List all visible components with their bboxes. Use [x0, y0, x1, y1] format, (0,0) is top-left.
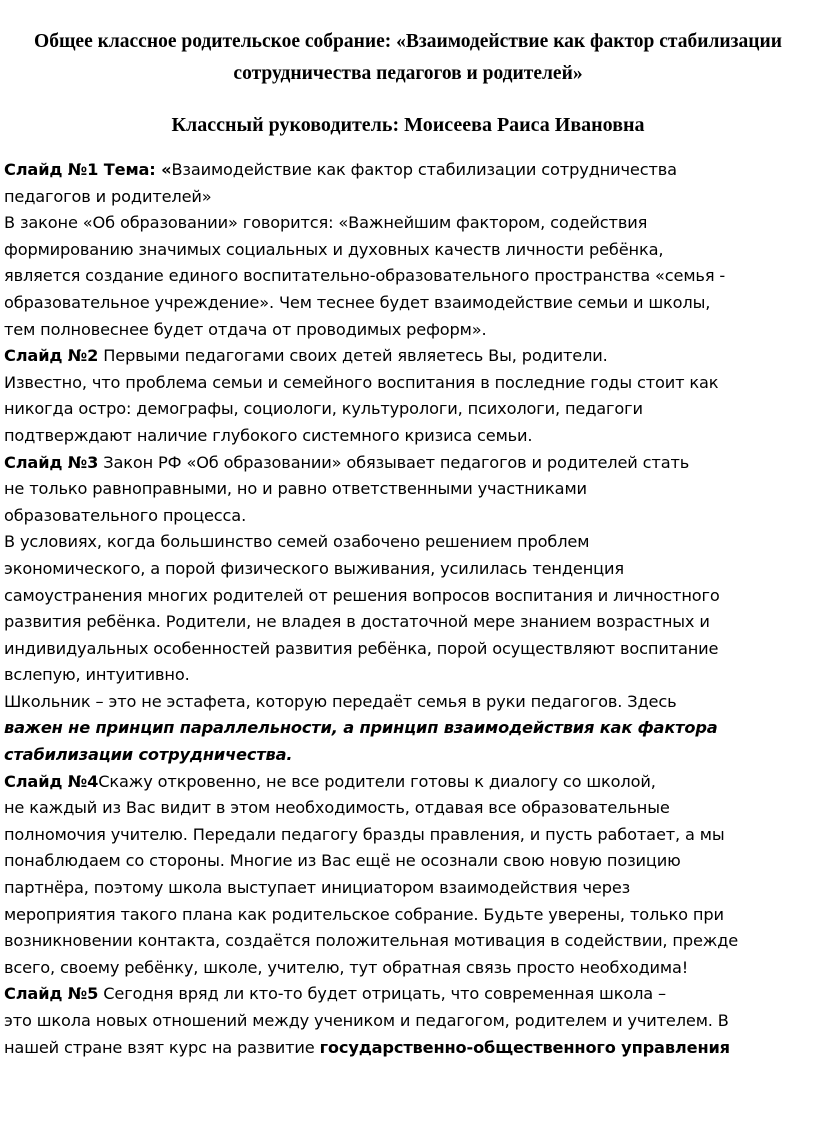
text-run: В условиях, когда большинство семей озабочено решением проблем: [4, 532, 590, 552]
text-run: подтверждают наличие глубокого системного кризиса семьи.: [4, 425, 533, 445]
text-line: [4, 184, 814, 211]
emphasis-run: стабилизации сотрудничества.: [4, 745, 293, 765]
text-run: Закон РФ «Об образовании» обязывает педагогов и родителей стать: [98, 452, 690, 472]
text-run: тем полновеснее будет отдача от проводимых реформ».: [4, 319, 487, 339]
teacher-line: Классный руководитель: Моисеева Раиса Ивановна: [171, 114, 645, 136]
text-line: [4, 396, 814, 423]
text-line: [4, 290, 814, 317]
text-run: понаблюдаем со стороны. Многие из Вас ещё не осознали свою новую позицию: [4, 851, 681, 871]
bold-run: Слайд №4: [4, 771, 99, 791]
text-run: Первыми педагогами своих детей являетесь Вы, родители.: [98, 346, 608, 366]
text-line: [4, 1035, 814, 1062]
text-line: [4, 556, 814, 583]
text-line: [4, 848, 814, 875]
text-line: [4, 769, 814, 796]
text-run: партнёра, поэтому школа выступает инициатором взаимодействия через: [4, 878, 631, 898]
text-run: индивидуальных особенностей развития ребёнка, порой осуществляют воспитание: [4, 638, 719, 658]
text-line: [4, 529, 814, 556]
emphasis-run: важен не принцип параллельности, а принцип взаимодействия как фактора: [4, 718, 718, 738]
text-run: Скажу откровенно, не все родители готовы к диалогу со школой,: [98, 771, 656, 791]
text-line: [4, 609, 814, 636]
text-run: Известно, что проблема семьи и семейного воспитания в последние годы стоит как: [4, 372, 719, 392]
text-run: возникновении контакта, создаётся положительная мотивация в содействии, прежде: [4, 931, 739, 951]
text-line: [4, 583, 814, 610]
text-run: Сегодня вряд ли кто-то будет отрицать, что современная школа –: [98, 984, 666, 1004]
text-line: [4, 902, 814, 929]
text-run: не только равноправными, но и равно ответственными участниками: [4, 479, 587, 499]
text-line: [4, 822, 814, 849]
text-line: [4, 928, 814, 955]
text-run: образовательного процесса.: [4, 505, 247, 525]
bold-run: Слайд №5: [4, 984, 99, 1004]
text-line: [4, 636, 814, 663]
text-line: [4, 1008, 814, 1035]
bold-run: Слайд №1 Тема: «: [4, 160, 172, 179]
text-run: образовательное учреждение». Чем теснее будет взаимодействие семьи и школы,: [4, 292, 711, 312]
text-line: [4, 343, 814, 370]
text-run: нашей стране взят курс на развитие: [4, 1037, 320, 1057]
text-run: не каждый из Вас видит в этом необходимость, отдавая все образовательные: [4, 798, 670, 818]
text-run: развития ребёнка. Родители, не владея в достаточной мере знанием возрастных и: [4, 612, 710, 632]
text-line: [4, 423, 814, 450]
text-run: формированию значимых социальных и духовных качеств личности ребёнка,: [4, 239, 664, 259]
text-run: экономического, а порой физического выживания, усилилась тенденция: [4, 558, 624, 578]
text-line: [4, 742, 814, 769]
title-line-2: сотрудничества педагогов и родителей»: [233, 63, 583, 84]
title-line-1: Общее классное родительское собрание: «Взаимодействие как фактор стабилизации: [34, 31, 782, 52]
text-run: никогда остро: демографы, социологи, культурологи, психологи, педагоги: [4, 399, 643, 419]
text-line: [4, 476, 814, 503]
text-run: В законе «Об образовании» говорится: «Важнейшим фактором, содействия: [4, 213, 648, 233]
text-line: [4, 503, 814, 530]
text-line: [4, 662, 814, 689]
text-line: [4, 263, 814, 290]
text-run: Школьник – это не эстафета, которую передаёт семья в руки педагогов. Здесь: [4, 691, 677, 711]
text-line: [4, 237, 814, 264]
text-line: [4, 875, 814, 902]
text-run: самоустранения многих родителей от решения вопросов воспитания и личностного: [4, 585, 720, 605]
text-run: мероприятия такого плана как родительское собрание. Будьте уверены, только при: [4, 904, 724, 924]
body-text: [4, 157, 814, 1061]
text-run: вслепую, интуитивно.: [4, 665, 190, 685]
text-line: [4, 795, 814, 822]
text-run: Взаимодействие как фактор стабилизации сотрудничества: [171, 160, 677, 179]
text-line: [4, 715, 814, 742]
text-line: [4, 689, 814, 716]
text-line: [4, 370, 814, 397]
bold-run: государственно-общественного управления: [319, 1037, 730, 1057]
text-line: [4, 450, 814, 477]
text-line: [4, 157, 814, 184]
bold-run: Слайд №3: [4, 452, 99, 472]
text-run: это школа новых отношений между учеником и педагогом, родителем и учителем. В: [4, 1011, 729, 1030]
text-line: [4, 955, 814, 982]
text-line: [4, 981, 814, 1008]
text-run: является создание единого воспитательно-образовательного пространства «семья -: [4, 266, 726, 286]
text-run: всего, своему ребёнку, школе, учителю, тут обратная связь просто необходима!: [4, 957, 689, 977]
text-run: педагогов и родителей»: [4, 186, 212, 206]
text-line: [4, 210, 814, 237]
text-line: [4, 317, 814, 344]
bold-run: Слайд №2: [4, 346, 99, 366]
text-run: полномочия учителю. Передали педагогу бразды правления, и пусть работает, а мы: [4, 824, 725, 844]
